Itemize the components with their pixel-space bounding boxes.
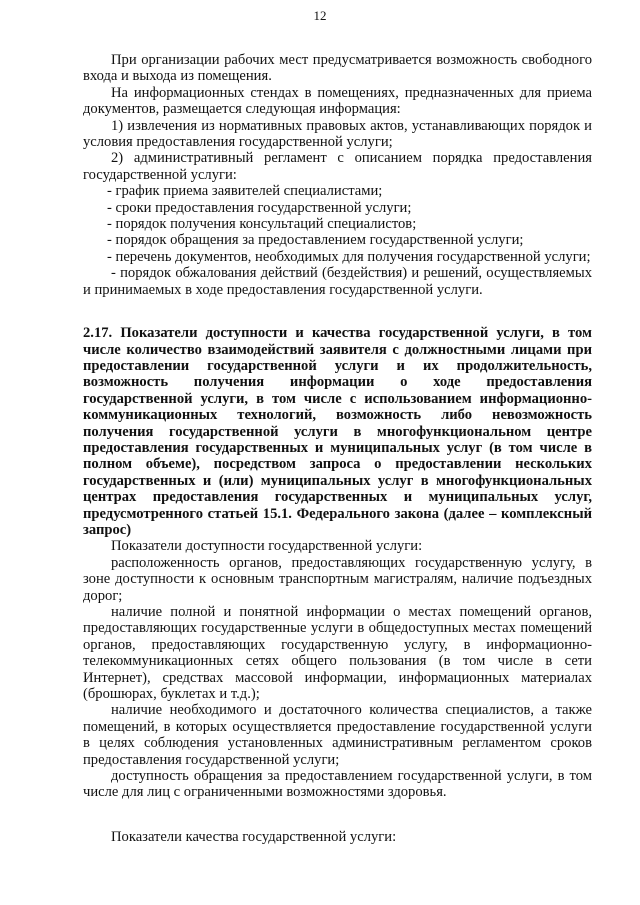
- paragraph: Показатели доступности государственной услуги:: [111, 538, 423, 555]
- bullet-item: - порядок обжалования действий (бездействия) и решений, осуществляемых и принимаемых в ходе предоставления государственной услуги.: [83, 265, 592, 298]
- paragraph: расположенность органов, предоставляющих государственную услугу, в зоне доступности к основным транспортным магистралям, наличие подъездных дорог;: [83, 554, 592, 604]
- paragraph: наличие полной и понятной информации о местах помещений органов, предоставляющих государственные услуги в общедоступных местах помещений органов, предоставляющих государственную услугу, в информационно-телекоммуникационных сетях общего пользования (в том числе в сети Интернет), средствах массовой информации, информационных материалах (брошюрах, буклетах и т.д.);: [83, 604, 592, 703]
- bullet-item: - перечень документов, необходимых для получения государственной услуги;: [107, 248, 591, 265]
- bullet-item: - порядок обращения за предоставлением государственной услуги;: [107, 232, 524, 249]
- paragraph: На информационных стендах в помещениях, предназначенных для приема документов, размещается следующая информация:: [83, 84, 592, 118]
- bullet-item: - порядок получения консультаций специалистов;: [107, 216, 417, 233]
- paragraph: Показатели качества государственной услуги:: [111, 828, 397, 845]
- bullet-item: - сроки предоставления государственной услуги;: [107, 199, 412, 216]
- section-gap: [83, 801, 592, 829]
- bullet-item: - график приема заявителей специалистами;: [107, 183, 383, 200]
- paragraph: наличие необходимого и достаточного количества специалистов, а также помещений, в которых осуществляется предоставление государственной услуги в целях соблюдения установленных административным регламентом сроков предоставления государственной услуги;: [83, 702, 592, 768]
- section-gap: [83, 298, 592, 325]
- list-item: 2) административный регламент с описанием порядка предоставления государственной услуги:: [83, 150, 592, 183]
- section-heading: 2.17. Показатели доступности и качества государственной услуги, в том числе количество взаимодействий заявителя с должностными лицами при предоставлении государственной услуги и их продолжительность, возможность получения информации о ходе предоставления государственной услуги, в том числе с использованием информационно-коммуникационных технологий, возможность либо невозможность получения государственной услуги в многофункциональном центре предоставления государственных и муниципальных услуг (в том числе в полном объеме), посредством запроса о предоставлении нескольких государственных и (или) муниципальных услуг в многофункциональных центрах предоставления государственных и муниципальных услуг, предусмотренного статьей 15.1. Федерального закона (далее – комплексный запрос): [83, 325, 592, 538]
- paragraph: доступность обращения за предоставлением государственной услуги, в том числе для лиц с ограниченными возможностями здоровья.: [83, 768, 592, 801]
- page-number: 12: [313, 8, 327, 23]
- paragraph: При организации рабочих мест предусматривается возможность свободного входа и выхода из помещения.: [83, 52, 592, 85]
- list-item: 1) извлечения из нормативных правовых актов, устанавливающих порядок и условия предоставления государственной услуги;: [83, 117, 592, 151]
- document-body: [83, 52, 592, 845]
